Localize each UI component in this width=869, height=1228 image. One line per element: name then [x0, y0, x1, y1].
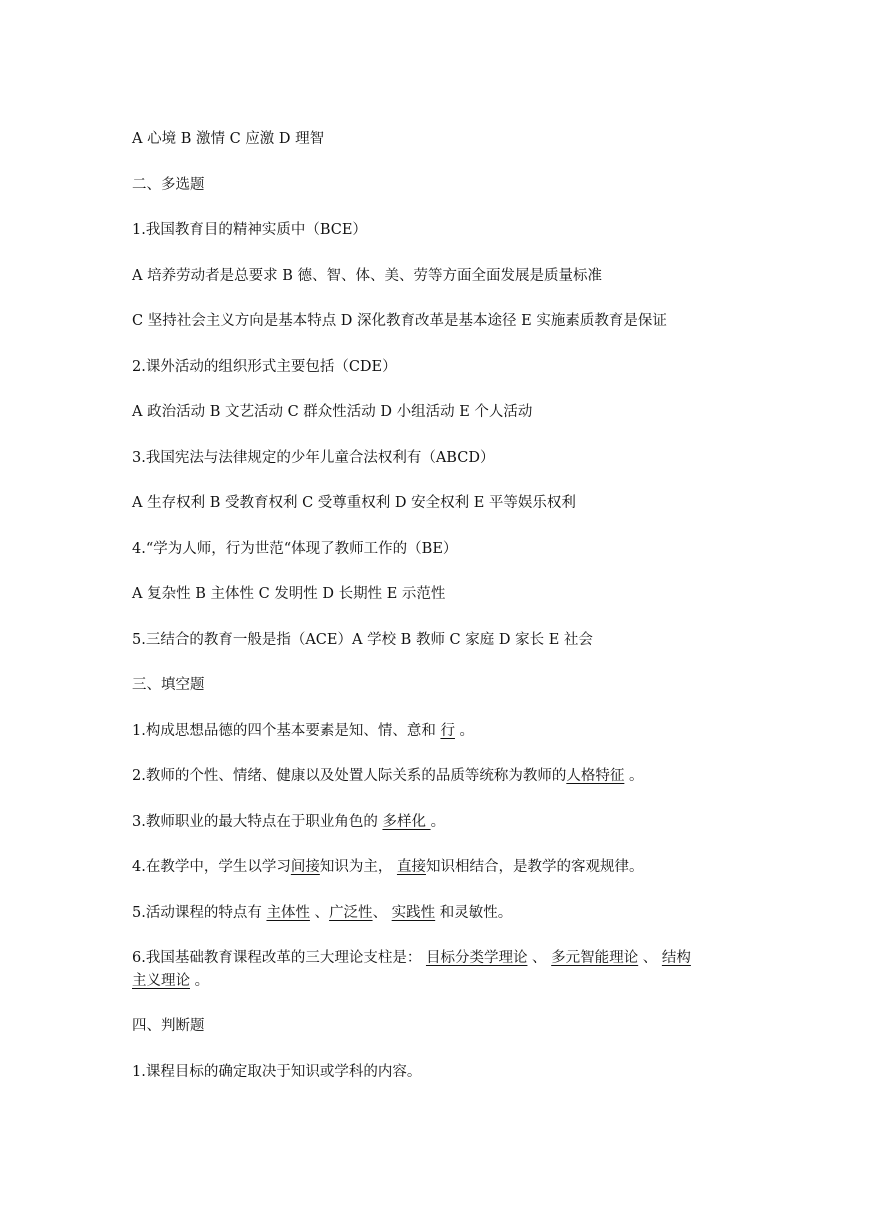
question-line: 5.三结合的教育一般是指（ACE）A 学校 B 教师 C 家庭 D 家长 E 社会 — [132, 632, 593, 648]
answer-blank: 实践性 — [391, 905, 436, 921]
options-line: C 坚持社会主义方向是基本特点 D 深化教育改革是基本途径 E 实施素质教育是保证 — [132, 313, 667, 329]
question-text: 6.我国基础教育课程改革的三大理论支柱是： — [132, 950, 426, 966]
question-text: 4.在教学中，学生以学习 — [132, 859, 291, 875]
question-text: 知识为主， — [319, 859, 397, 875]
answer-blank: 广泛性 — [329, 905, 373, 921]
question-line: 3.我国宪法与法律规定的少年儿童合法权利有（ABCD） — [132, 450, 495, 466]
question-text: 、 — [309, 905, 330, 921]
question-text: 、 — [638, 950, 662, 966]
options-line: A 复杂性 B 主体性 C 发明性 D 长期性 E 示范性 — [132, 586, 446, 602]
fill-question-6 — [132, 948, 691, 968]
answer-blank: 主义理论 — [132, 973, 190, 989]
question-text: 。 — [190, 973, 210, 989]
question-text: 。 — [624, 768, 644, 784]
answer-blank: 直接 — [396, 859, 426, 875]
question-text: 、 — [527, 950, 552, 966]
question-text: 2.教师的个性、情绪、健康以及处置人际关系的品质等统称为教师的 — [132, 768, 567, 784]
question-text: 1.构成思想品德的四个基本要素是知、情、意和 — [132, 723, 441, 739]
options-line: A 培养劳动者是总要求 B 德、智、体、美、劳等方面全面发展是质量标准 — [132, 268, 602, 284]
answer-blank: 人格特征 — [566, 768, 625, 784]
text-line: A 心境 B 激情 C 应激 D 理智 — [132, 131, 325, 147]
answer-blank: 目标分类学理论 — [425, 950, 528, 966]
question-text: 3.教师职业的最大特点在于职业角色的 — [132, 814, 383, 830]
options-line: A 生存权利 B 受教育权利 C 受尊重权利 D 安全权利 E 平等娱乐权利 — [132, 495, 576, 511]
question-text: 5.活动课程的特点有 — [132, 905, 267, 921]
question-text: 、 — [372, 905, 392, 921]
question-text: 。 — [430, 814, 446, 830]
answer-blank: 结构 — [661, 950, 691, 966]
fill-question-5 — [132, 903, 512, 923]
fill-question-1 — [132, 721, 474, 741]
section-heading-fill-in: 三、填空题 — [132, 677, 205, 693]
question-line: 4.“学为人师，行为世范“体现了教师工作的（BE） — [132, 541, 458, 557]
question-line: 2.课外活动的组织形式主要包括（CDE） — [132, 359, 397, 375]
question-text: 知识相结合，是教学的客观规律。 — [425, 859, 644, 875]
answer-blank: 主体性 — [266, 905, 310, 921]
answer-blank: 多元智能理论 — [551, 950, 639, 966]
fill-question-4 — [132, 857, 643, 877]
question-line: 1.我国教育目的精神实质中（BCE） — [132, 222, 367, 238]
question-text: 。 — [454, 723, 475, 739]
answer-blank: 多样化 — [382, 814, 431, 830]
question-text: 和灵敏性。 — [435, 905, 513, 921]
section-heading-true-false: 四、判断题 — [132, 1018, 205, 1034]
options-line: A 政治活动 B 文艺活动 C 群众性活动 D 小组活动 E 个人活动 — [132, 404, 533, 420]
section-heading-multiple-choice: 二、多选题 — [132, 177, 205, 193]
fill-question-3 — [132, 812, 445, 832]
answer-blank: 间接 — [290, 859, 320, 875]
answer-blank: 行 — [440, 723, 455, 739]
question-line: 1.课程目标的确定取决于知识或学科的内容。 — [132, 1064, 422, 1080]
fill-question-6-continued — [132, 971, 209, 991]
fill-question-2 — [132, 766, 643, 786]
